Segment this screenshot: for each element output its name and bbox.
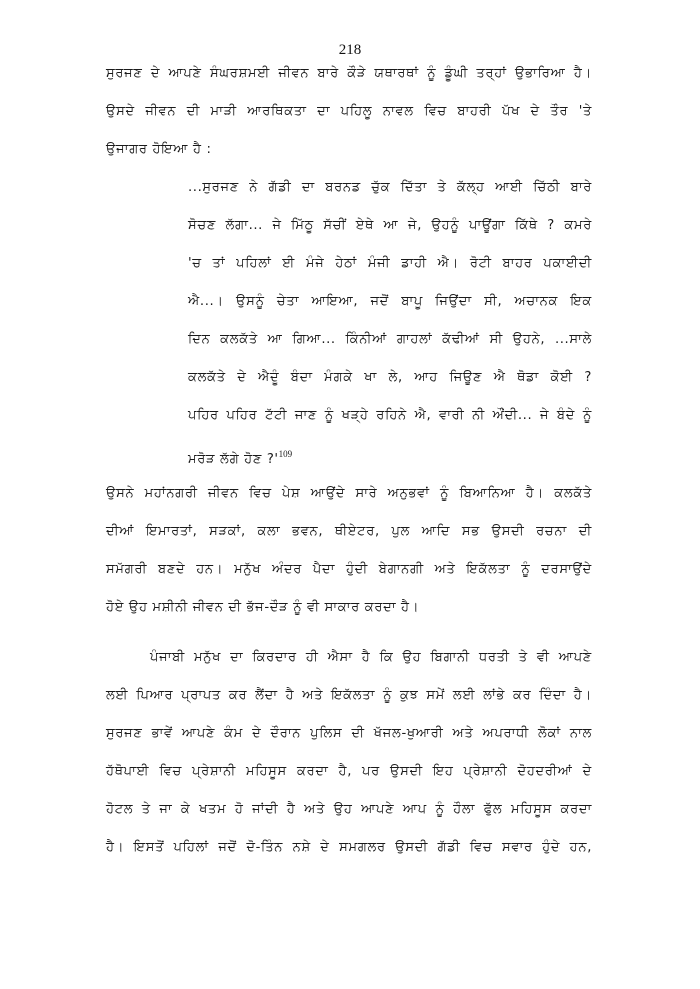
quote-line: ...ਸੁਰਜਣ ਨੇ ਗੱਡੀ ਦਾ ਬਰਨਡ ਚੁੱਕ ਦਿੱਤਾ ਤੇ ਕੱਲ੍ਹ ਆਈ ਚਿੱਠੀ ਬਾਰੇ [188,180,592,195]
text-line: ਉਜਾਗਰ ਹੋਇਆ ਹੈ : [106,142,212,157]
quote-line: 'ਚ ਤਾਂ ਪਹਿਲਾਂ ਈ ਮੰਜੇ ਹੇਠਾਂ ਮੰਜੀ ਡਾਹੀ ਐ। ਰੋਟੀ ਬਾਹਰ ਪਕਾਈਦੀ [188,256,592,271]
text-line: ਸੁਰਜਣ ਦੇ ਆਪਣੇ ਸੰਘਰਸ਼ਮਈ ਜੀਵਨ ਬਾਰੇ ਕੌੜੇ ਯਥਾਰਥਾਂ ਨੂੰ ਡੂੰਘੀ ਤਰ੍ਹਾਂ ਉਭਾਰਿਆ ਹੈ। [106,66,592,81]
quote-line: ਐ...। ਉਸਨੂੰ ਚੇਤਾ ਆਇਆ, ਜਦੋਂ ਬਾਪੂ ਜਿਉਂਦਾ ਸੀ, ਅਚਾਨਕ ਇਕ [188,294,592,309]
text-line: ਹੋਏ ਉਹ ਮਸ਼ੀਨੀ ਜੀਵਨ ਦੀ ਭੱਜ-ਦੌੜ ਨੂੰ ਵੀ ਸਾਕਾਰ ਕਰਦਾ ਹੈ। [106,600,420,615]
quote-line: ਦਿਨ ਕਲਕੱਤੇ ਆ ਗਿਆ... ਕਿੰਨੀਆਂ ਗਾਹਲਾਂ ਕੱਢੀਆਂ ਸੀ ਉਹਨੇ, ...ਸਾਲੇ [188,332,592,347]
text-line: ਦੀਆਂ ਇਮਾਰਤਾਂ, ਸੜਕਾਂ, ਕਲਾ ਭਵਨ, ਥੀਏਟਰ, ਪੁਲ ਆਦਿ ਸਭ ਉਸਦੀ ਰਚਨਾ ਦੀ [106,524,592,539]
quote-line: ਸੋਚਣ ਲੱਗਾ... ਜੇ ਮਿੱਠੂ ਸੱਚੀਂ ਏਥੇ ਆ ਜੇ, ਉਹਨੂੰ ਪਾਊਂਗਾ ਕਿੱਥੇ ? ਕਮਰੇ [188,218,592,233]
text-line: ਹੱਥੋਪਾਈ ਵਿਚ ਪ੍ਰੇਸ਼ਾਨੀ ਮਹਿਸੂਸ ਕਰਦਾ ਹੈ, ਪਰ ਉਸਦੀ ਇਹ ਪ੍ਰੇਸ਼ਾਨੀ ਦੋਹਦਰੀਆਂ ਦੇ [106,764,592,779]
footnote-reference: 109 [278,449,293,459]
quote-line: ਪਹਿਰ ਪਹਿਰ ਟੱਟੀ ਜਾਣ ਨੂੰ ਖੜ੍ਹੇ ਰਹਿਨੇ ਐ, ਵਾਰੀ ਨੀ ਔਂਦੀ... ਜੇ ਬੰਦੇ ਨੂੰ [188,408,592,423]
text-line: ਉਸਦੇ ਜੀਵਨ ਦੀ ਮਾੜੀ ਆਰਥਿਕਤਾ ਦਾ ਪਹਿਲੂ ਨਾਵਲ ਵਿਚ ਬਾਹਰੀ ਪੱਖ ਦੇ ਤੌਰ 'ਤੇ [106,104,592,119]
page-number: 218 [338,42,362,58]
quote-line: ਕਲਕੱਤੇ ਦੇ ਐਦੂੰ ਬੰਦਾ ਮੰਗਕੇ ਖਾ ਲੇ, ਆਹ ਜਿਊਣ ਐ ਥੋਡਾ ਕੋਈ ? [188,370,592,385]
text-line: ਸੁਰਜਣ ਭਾਵੇਂ ਆਪਣੇ ਕੰਮ ਦੇ ਦੌਰਾਨ ਪੁਲਿਸ ਦੀ ਖੱਜਲ-ਖੁਆਰੀ ਅਤੇ ਅਪਰਾਧੀ ਲੋਕਾਂ ਨਾਲ [106,726,592,741]
text-line: ਹੈ। ਇਸਤੋਂ ਪਹਿਲਾਂ ਜਦੋਂ ਦੋ-ਤਿੰਨ ਨਸ਼ੇ ਦੇ ਸਮਗਲਰ ਉਸਦੀ ਗੱਡੀ ਵਿਚ ਸਵਾਰ ਹੁੰਦੇ ਹਨ, [106,840,592,855]
text-line: ਸਮੱਗਰੀ ਬਣਦੇ ਹਨ। ਮਨੁੱਖ ਅੰਦਰ ਪੈਦਾ ਹੁੰਦੀ ਬੇਗਾਨਗੀ ਅਤੇ ਇਕੱਲਤਾ ਨੂੰ ਦਰਸਾਉਂਦੇ [106,562,592,577]
quote-end-text: ਮਰੋੜ ਲੱਗੇ ਹੋਣ ?' [188,452,279,467]
text-line: ਪੰਜਾਬੀ ਮਨੁੱਖ ਦਾ ਕਿਰਦਾਰ ਹੀ ਐਸਾ ਹੈ ਕਿ ਉਹ ਬਿਗਾਨੀ ਧਰਤੀ ਤੇ ਵੀ ਆਪਣੇ [150,650,592,665]
quote-line [188,444,592,470]
text-line: ਹੋਟਲ ਤੇ ਜਾ ਕੇ ਖਤਮ ਹੋ ਜਾਂਦੀ ਹੈ ਅਤੇ ਉਹ ਆਪਣੇ ਆਪ ਨੂੰ ਹੌਲਾ ਫੁੱਲ ਮਹਿਸੂਸ ਕਰਦਾ [106,802,592,817]
text-line: ਉਸਨੇ ਮਹਾਂਨਗਰੀ ਜੀਵਨ ਵਿਚ ਪੇਸ਼ ਆਉਂਦੇ ਸਾਰੇ ਅਨੁਭਵਾਂ ਨੂੰ ਬਿਆਨਿਆ ਹੈ। ਕਲਕੱਤੇ [106,486,592,501]
text-line: ਲਈ ਪਿਆਰ ਪ੍ਰਾਪਤ ਕਰ ਲੈਂਦਾ ਹੈ ਅਤੇ ਇਕੱਲਤਾ ਨੂੰ ਕੁਝ ਸਮੇਂ ਲਈ ਲਾਂਭੇ ਕਰ ਦਿੰਦਾ ਹੈ। [106,688,592,703]
